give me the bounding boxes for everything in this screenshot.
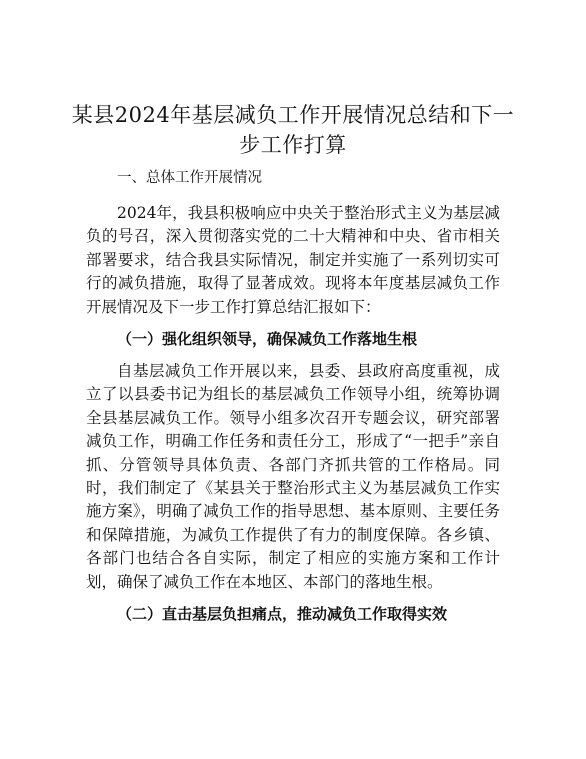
document-body <box>86 166 500 635</box>
subsection-heading-pain-points: （二）直击基层负担痛点，推动减负工作取得实效 <box>117 605 448 624</box>
subsection-heading-leadership: （一）强化组织领导，确保减负工作落地生根 <box>117 330 418 349</box>
section-heading-overall: 一、总体工作开展情况 <box>117 170 262 186</box>
leadership-paragraph: 自基层减负工作开展以来，县委、县政府高度重视，成立了以县委书记为组长的基层减负工作领导小组，统筹协调全县基层减负工作。领导小组多次召开专题会议，研究部署减负工作，明确工作任务和责任分工，形成了“一把手”亲自抓、分管领导具体负责、各部门齐抓共管的工作格局。同时，我们制定了《某县关于整治形式主义为基层减负工作实施方案》，明确了减负工作的指导思想、基本原则、主要任务和保障措施，为减负工作提供了有力的制度保障。各乡镇、各部门也结合各自实际，制定了相应的实施方案和工作计划，确保了减负工作在本地区、本部门的落地生根。 <box>86 362 500 591</box>
intro-paragraph: 2024年，我县积极响应中央关于整治形式主义为基层减负的号召，深入贯彻落实党的二十大精神和中央、省市相关部署要求，结合我县实际情况，制定并实施了一系列切实可行的减负措施，取得了显著成效。现将本年度基层减负工作开展情况及下一步工作打算总结汇报如下： <box>86 204 500 316</box>
document-title: 某县2024年基层减负工作开展情况总结和下一步工作打算 <box>71 103 515 157</box>
